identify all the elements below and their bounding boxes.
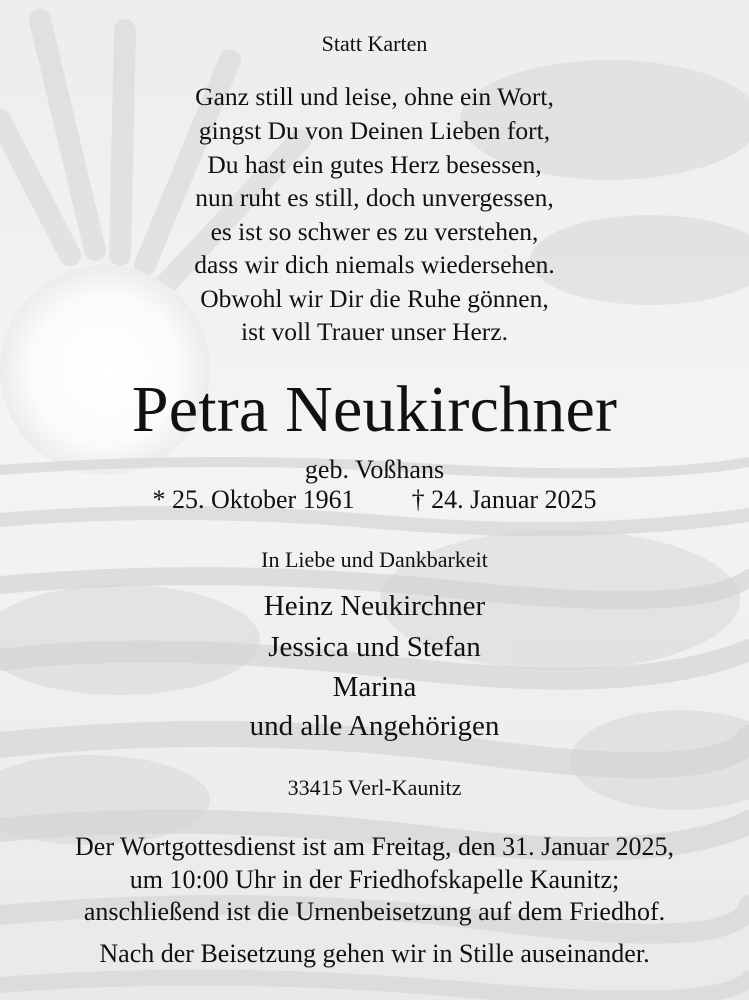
closing-note: Nach der Beisetzung gehen wir in Stille auseinander. [99, 939, 650, 968]
statt-karten-heading: Statt Karten [321, 31, 428, 56]
poem-line: Du hast ein gutes Herz besessen, [207, 150, 542, 179]
death-date: † 24. Januar 2025 [411, 485, 597, 514]
mourner-name: Jessica und Stefan [268, 631, 481, 663]
service-line: um 10:00 Uhr in der Friedhofskapelle Kaunitz; [129, 865, 620, 894]
service-line: anschließend ist die Urnenbeisetzung auf dem Friedhof. [83, 897, 666, 926]
poem-line: dass wir dich niemals wiedersehen. [194, 250, 555, 279]
poem-line: gingst Du von Deinen Lieben fort, [198, 116, 551, 145]
birth-name: geb. Voßhans [304, 455, 445, 484]
deceased-name: Petra Neukirchner [131, 373, 618, 446]
mourner-name: Marina [332, 671, 417, 703]
service-line: Der Wortgottesdienst ist am Freitag, den 31. Januar 2025, [75, 832, 674, 861]
poem-line: ist voll Trauer unser Herz. [240, 317, 508, 346]
poem-line: nun ruht es still, doch unvergessen, [195, 183, 554, 212]
mourners-intro: In Liebe und Dankbarkeit [261, 547, 488, 572]
poem-line: Obwohl wir Dir die Ruhe gönnen, [200, 284, 549, 313]
poem-line: Ganz still und leise, ohne ein Wort, [195, 82, 554, 111]
life-dates [0, 485, 749, 515]
mourner-name: und alle Angehörigen [249, 710, 500, 742]
birth-date: * 25. Oktober 1961 [152, 485, 355, 514]
mourner-name: Heinz Neukirchner [263, 590, 486, 622]
mourners-location: 33415 Verl-Kaunitz [287, 775, 462, 800]
poem-line: es ist so schwer es zu verstehen, [210, 217, 539, 246]
